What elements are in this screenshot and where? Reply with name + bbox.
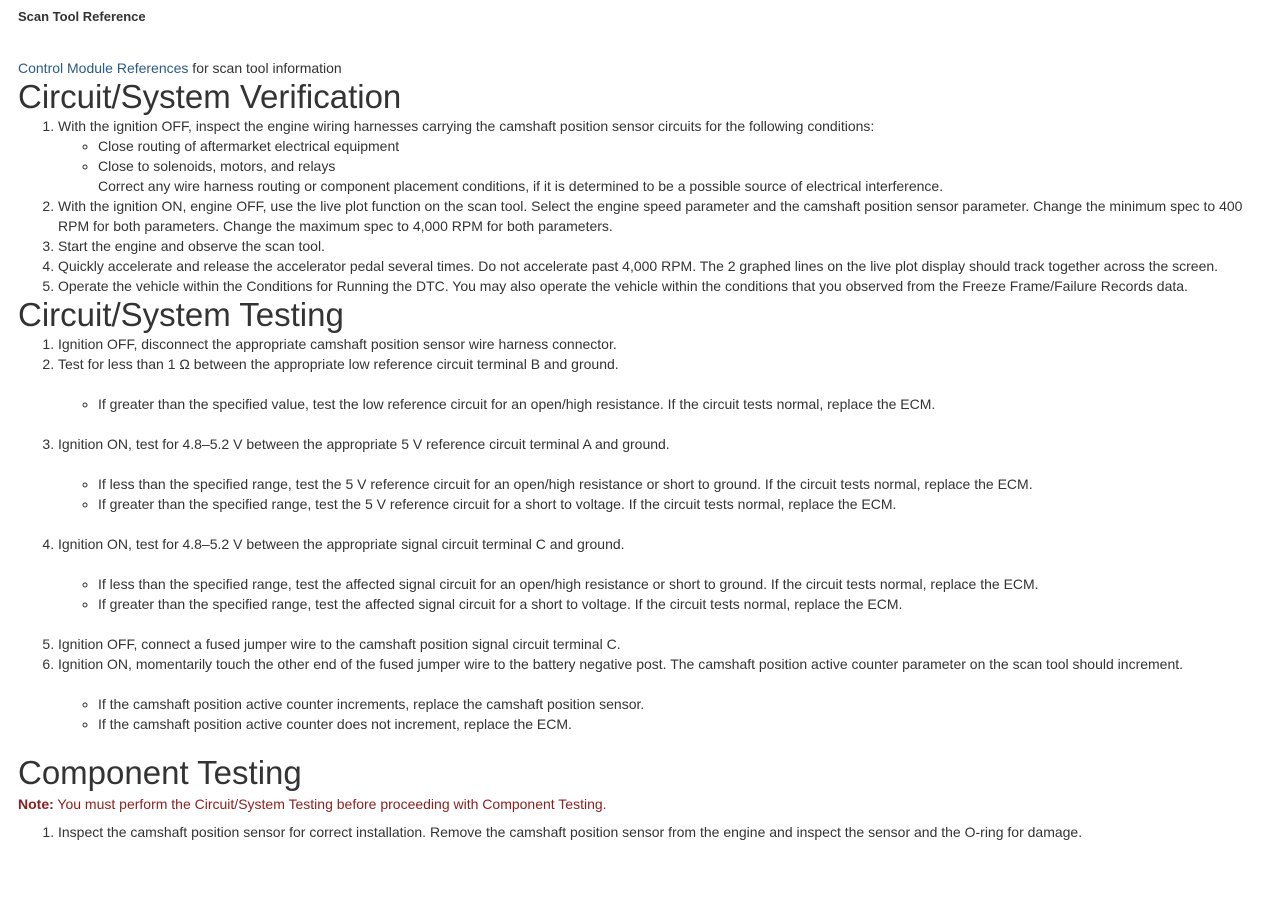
continuation-text: Correct any wire harness routing or component placement conditions, if it is determined to be a possible source of electrical interference. (98, 178, 944, 194)
control-module-references-link[interactable]: Control Module References (18, 60, 189, 76)
sub-item: ◦ If the camshaft position active counter does not increment, replace the ECM. (98, 714, 1270, 734)
verification-step: 3. Start the engine and observe the scan tool. (58, 236, 1270, 256)
note-text: You must perform the Circuit/System Testing before proceeding with Component Testing. (53, 796, 607, 812)
sub-item: ◦ If greater than the specified range, test the 5 V reference circuit for a short to voltage. If the circuit tests normal, replace the ECM. (98, 494, 1270, 514)
verification-steps (18, 116, 1270, 296)
sub-item: ◦ If greater than the specified value, test the low reference circuit for an open/high resistance. If the circuit tests normal, replace the ECM. (98, 394, 1270, 414)
testing-step: 5. Ignition OFF, connect a fused jumper wire to the camshaft position signal circuit terminal C. (58, 634, 1270, 654)
verification-step: 4. Quickly accelerate and release the accelerator pedal several times. Do not accelerate past 4,000 RPM. The 2 graphed lines on the live plot display should track together across the screen. (58, 256, 1270, 276)
sub-item (98, 156, 1270, 196)
testing-step (58, 654, 1270, 734)
note-label: Note: (18, 796, 54, 812)
sub-item: ◦ If the camshaft position active counter increments, replace the camshaft position sensor. (98, 694, 1270, 714)
testing-step (58, 534, 1270, 614)
sub-item: ◦ If greater than the specified range, test the affected signal circuit for a short to voltage. If the circuit tests normal, replace the ECM. (98, 594, 1270, 614)
scan-tool-reference-title: Scan Tool Reference (18, 9, 146, 24)
step-text: Ignition ON, momentarily touch the other end of the fused jumper wire to the battery negative post. The camshaft position active counter parameter on the scan tool should increment. (58, 656, 1184, 672)
step-text: Ignition ON, test for 4.8–5.2 V between the appropriate 5 V reference circuit terminal A and ground. (58, 436, 670, 452)
reference-suffix: for scan tool information (188, 60, 342, 76)
sub-item: ◦ If less than the specified range, test the affected signal circuit for an open/high resistance or short to ground. If the circuit tests normal, replace the ECM. (98, 574, 1270, 594)
sub-list (58, 394, 1270, 414)
sub-list (58, 574, 1270, 614)
sub-item: ◦ Close routing of aftermarket electrical equipment (98, 136, 1270, 156)
step-text: With the ignition OFF, inspect the engine wiring harnesses carrying the camshaft position sensor circuits for the following conditions: (58, 118, 875, 134)
verification-step: 2. With the ignition ON, engine OFF, use the live plot function on the scan tool. Select the engine speed parameter and the camshaft position sensor parameter. Change the minimum spec to 400 RPM for both parameters. Change the maximum spec to 4,000 RPM for both parameters. (58, 196, 1270, 236)
testing-step (58, 434, 1270, 514)
component-step: 1. Inspect the camshaft position sensor for correct installation. Remove the camshaft position sensor from the engine and inspect the sensor and the O-ring for damage. (58, 822, 1270, 842)
step-text: Test for less than 1 Ω between the appropriate low reference circuit terminal B and ground. (58, 356, 619, 372)
sub-list (58, 694, 1270, 734)
sub-list (58, 474, 1270, 514)
step-text: Ignition ON, test for 4.8–5.2 V between the appropriate signal circuit terminal C and ground. (58, 536, 625, 552)
component-steps (18, 822, 1270, 842)
sub-list (58, 136, 1270, 196)
verification-heading: Circuit/System Verification (18, 78, 402, 115)
note (18, 794, 1270, 814)
testing-step (58, 354, 1270, 414)
verification-step: 5. Operate the vehicle within the Conditions for Running the DTC. You may also operate the vehicle within the conditions that you observed from the Freeze Frame/Failure Records data. (58, 276, 1270, 296)
component-heading: Component Testing (18, 754, 302, 791)
sub-item: ◦ If less than the specified range, test the 5 V reference circuit for an open/high resistance or short to ground. If the circuit tests normal, replace the ECM. (98, 474, 1270, 494)
reference-line (18, 58, 1270, 78)
sub-item-text: Close to solenoids, motors, and relays (98, 158, 336, 174)
verification-step (58, 116, 1270, 196)
testing-step: 1. Ignition OFF, disconnect the appropriate camshaft position sensor wire harness connector. (58, 334, 1270, 354)
testing-steps (18, 334, 1270, 734)
testing-heading: Circuit/System Testing (18, 296, 344, 333)
